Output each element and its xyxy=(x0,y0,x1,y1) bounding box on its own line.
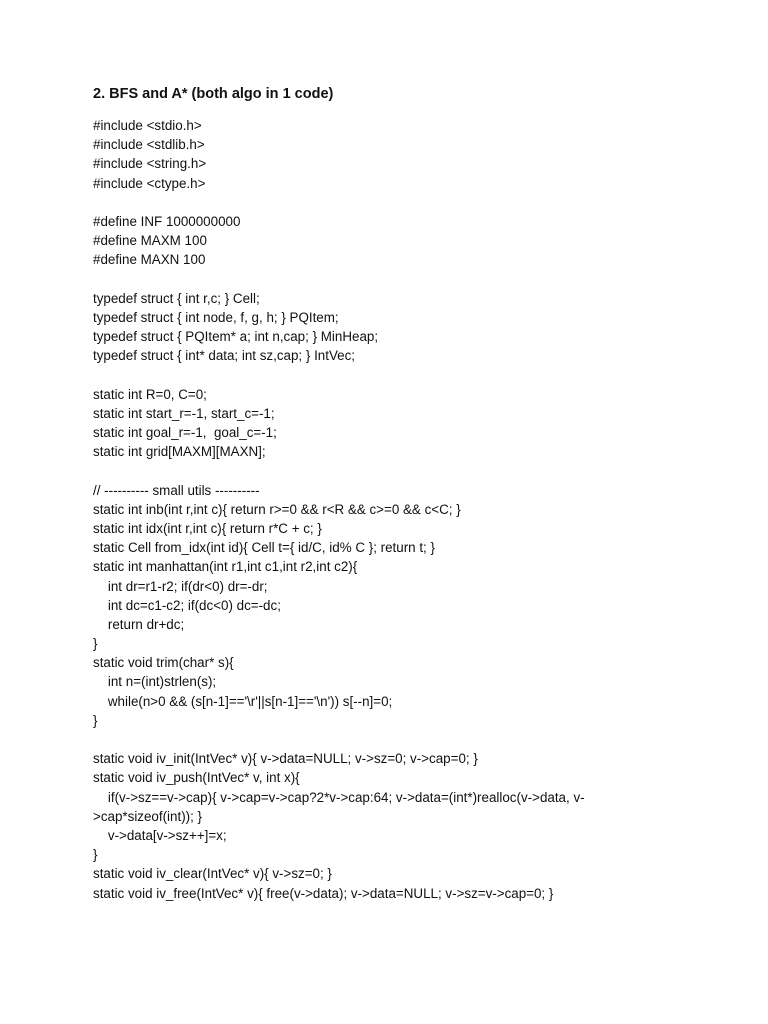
code-line: int dc=c1-c2; if(dc<0) dc=-dc; xyxy=(93,597,281,613)
code-line: static void iv_free(IntVec* v){ free(v->data); v->data=NULL; v->sz=v->cap=0; } xyxy=(93,885,554,901)
section-heading: 2. BFS and A* (both algo in 1 code) xyxy=(93,86,334,102)
code-line: static void iv_init(IntVec* v){ v->data=NULL; v->sz=0; v->cap=0; } xyxy=(93,751,478,767)
code-line: } xyxy=(93,636,98,652)
code-line: typedef struct { int node, f, g, h; } PQItem; xyxy=(93,309,339,325)
code-line: } xyxy=(93,712,98,728)
code-line xyxy=(93,365,733,384)
code-line: #define INF 1000000000 xyxy=(93,213,241,229)
code-line: >cap*sizeof(int)); } xyxy=(93,808,203,824)
code-line: #include <string.h> xyxy=(93,156,207,172)
code-line: static int manhattan(int r1,int c1,int r2,int c2){ xyxy=(93,559,358,575)
code-line xyxy=(93,730,733,749)
code-line: #include <stdio.h> xyxy=(93,118,202,133)
code-line: #include <ctype.h> xyxy=(93,175,206,191)
code-line: static void iv_clear(IntVec* v){ v->sz=0; } xyxy=(93,866,332,882)
code-line: static int goal_r=-1, goal_c=-1; xyxy=(93,425,277,440)
code-line: while(n>0 && (s[n-1]=='\r'||s[n-1]=='\n')) s[--n]=0; xyxy=(93,693,393,709)
code-line xyxy=(93,270,733,289)
code-line: static void trim(char* s){ xyxy=(93,655,234,671)
code-line: typedef struct { int* data; int sz,cap; } IntVec; xyxy=(93,348,356,364)
code-line: static int start_r=-1, start_c=-1; xyxy=(93,405,275,421)
code-line: static int grid[MAXM][MAXN]; xyxy=(93,444,266,460)
code-line: #include <stdlib.h> xyxy=(93,137,205,153)
code-line: typedef struct { PQItem* a; int n,cap; } MinHeap; xyxy=(93,329,379,345)
code-line: } xyxy=(93,847,98,863)
code-listing xyxy=(93,116,733,903)
code-line: #define MAXM 100 xyxy=(93,233,207,249)
code-line: static Cell from_idx(int id){ Cell t={ id/C, id% C }; return t; } xyxy=(93,540,435,556)
code-line: int n=(int)strlen(s); xyxy=(93,674,217,690)
code-line xyxy=(93,193,733,212)
code-line: static int inb(int r,int c){ return r>=0 && r<R && c>=0 && c<C; } xyxy=(93,501,461,517)
code-line: static void iv_push(IntVec* v, int x){ xyxy=(93,770,300,786)
code-line: v->data[v->sz++]=x; xyxy=(93,827,227,843)
code-line: return dr+dc; xyxy=(93,616,185,632)
code-line: typedef struct { int r,c; } Cell; xyxy=(93,290,260,306)
code-line: static int idx(int r,int c){ return r*C + c; } xyxy=(93,520,322,536)
code-line: // ---------- small utils ---------- xyxy=(93,482,260,498)
code-line: if(v->sz==v->cap){ v->cap=v->cap?2*v->cap:64; v->data=(int*)realloc(v->data, v- xyxy=(93,789,585,805)
code-line: int dr=r1-r2; if(dr<0) dr=-dr; xyxy=(93,578,268,594)
code-line: #define MAXN 100 xyxy=(93,252,206,268)
code-line: static int R=0, C=0; xyxy=(93,386,207,402)
code-line xyxy=(93,461,733,480)
